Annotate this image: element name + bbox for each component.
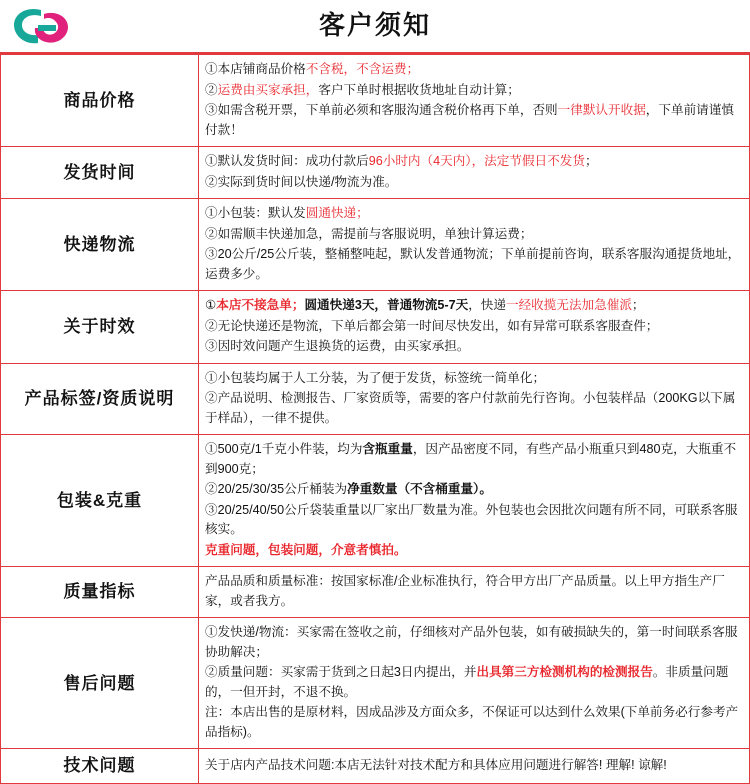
content-line [205,480,743,500]
content-segment: ②产品说明、检测报告、厂家资质等，需要的客户付款前先行咨询。小包装样品（200KG以下属于样品），一律不提供。 [205,391,736,425]
content-segment: ③20公斤/25公斤装，整桶整吨起，默认发普通物流；下单前提前咨询，联系客服沟通提货地址，运费多少。 [205,247,741,281]
row-label: 质量指标 [1,567,199,618]
content-segment: ； [584,154,598,169]
content-segment: 含瓶重量 [362,442,413,457]
content-segment: ① [205,298,217,313]
row-label: 产品标签/资质说明 [1,363,199,435]
content-segment: 运费由买家承担， [217,82,319,97]
content-line [205,81,743,101]
content-segment: 96小时内（4天内），法定节假日不发货 [368,154,585,169]
content-segment: 圆通快递； [305,206,369,221]
content-segment: 产品品质和质量标准：按国家标准/企业标准执行，符合甲方出厂产品质量。以上甲方指生产厂家，或者我方。 [205,574,725,608]
content-segment: 注：本店出售的是原材料，因成品涉及方面众多，不保证可以达到什么效果(下单前务必行参考产品指标)。 [205,705,739,739]
row-content [199,291,750,364]
row-content [199,435,750,567]
content-line [205,756,743,776]
content-segment: ③20/25/40/50公斤袋装重量以厂家出厂数量为准。外包装也会因批次问题有所不同，可联系客服核实。 [205,502,738,537]
row-label: 商品价格 [1,55,199,147]
content-line [205,317,743,337]
table-row [1,363,750,435]
content-segment: ①本店铺商品价格 [205,62,306,76]
table-row [1,749,750,784]
content-line [205,337,743,357]
content-segment: ②如需顺丰快递加急，需提前与客服说明，单独计算运费； [205,226,533,241]
page-header [0,0,750,54]
row-label: 售后问题 [1,618,199,749]
content-segment: ③因时效问题产生退换货的运费，由买家承担。 [205,339,470,354]
content-line [205,389,743,428]
content-segment: ①小包装：默认发 [205,206,306,221]
content-segment: 。非质量问题的，一但开封，不退不换。 [205,665,729,699]
content-segment: ，下单前请谨慎付款！ [205,103,734,137]
row-label: 快递物流 [1,199,199,291]
content-segment: ①小包装均属于人工分装，为了便于发货，标签统一简单化； [205,370,546,385]
content-line [205,663,743,702]
content-line [205,623,743,662]
content-line [205,173,743,193]
content-line [205,245,743,284]
row-label: 发货时间 [1,147,199,199]
content-line [205,703,743,742]
content-segment: ，快递 [468,298,506,313]
brand-logo-icon [8,4,78,48]
row-content [199,749,750,784]
content-segment: 客户下单时根据收货地址自动计算； [318,82,520,97]
row-content [199,567,750,618]
table-row [1,55,750,147]
table-row [1,199,750,291]
content-segment: 出具第三方检测机构的检测报告 [476,665,653,680]
row-label: 关于时效 [1,291,199,364]
notice-table [0,54,750,784]
content-segment: ②无论快递还是物流，下单后都会第一时间尽快发出，如有异常可联系客服查件； [205,318,659,333]
content-segment: 一律默认开收据 [557,103,646,118]
page-title: 客户须知 [318,10,431,40]
row-label: 包装&克重 [1,435,199,567]
content-segment: ② [205,82,218,97]
row-content [199,618,750,749]
table-row [1,618,750,749]
row-content [199,55,750,147]
content-segment: 克重问题，包装问题，介意者慎拍。 [205,542,407,557]
row-content [199,147,750,199]
content-segment: 净重数量（不含桶重量）。 [347,482,492,497]
content-segment: ③如需含税开票，下单前必须和客服沟通含税价格再下单，否则 [205,103,558,118]
notice-table-body [1,55,750,784]
content-segment: 不含税，不含运费； [305,62,420,76]
table-row [1,147,750,199]
table-row [1,567,750,618]
content-line [205,225,743,245]
content-line [205,541,743,561]
content-line [205,440,743,479]
content-segment: 圆通快递3天，普通物流5-7天 [304,298,469,313]
content-line [205,101,743,140]
row-content [199,363,750,435]
content-line [205,296,743,316]
content-segment: ②实际到货时间以快递/物流为准。 [205,174,398,189]
content-segment: ①发快递/物流：买家需在签收之前，仔细核对产品外包装，如有破损缺失的，第一时间联系客服协助解决； [205,625,738,659]
content-segment: ①500克/1千克小件装，均为 [205,442,363,457]
content-line [205,501,743,540]
content-segment: ②质量问题：买家需于货到之日起3日内提出，并 [205,665,477,680]
table-row [1,291,750,364]
content-line [205,369,743,389]
content-line [205,572,743,611]
row-label: 技术问题 [1,749,199,784]
row-content [199,199,750,291]
content-segment: ①默认发货时间：成功付款后 [205,154,369,169]
content-segment: ； [631,298,645,313]
content-segment: 一经收揽无法加急催派 [505,298,632,313]
table-row [1,435,750,567]
content-line [205,204,743,224]
content-line [205,152,743,172]
content-segment: 关于店内产品技术问题:本店无法针对技术配方和具体应用问题进行解答! 理解! 谅解! [205,758,667,773]
content-segment: 本店不接急单； [216,298,305,313]
content-segment: ，因产品密度不同，有些产品小瓶重只到480克，大瓶重不到900克； [205,442,737,476]
content-line [205,60,743,80]
content-segment: ②20/25/30/35公斤桶装为 [205,482,348,497]
